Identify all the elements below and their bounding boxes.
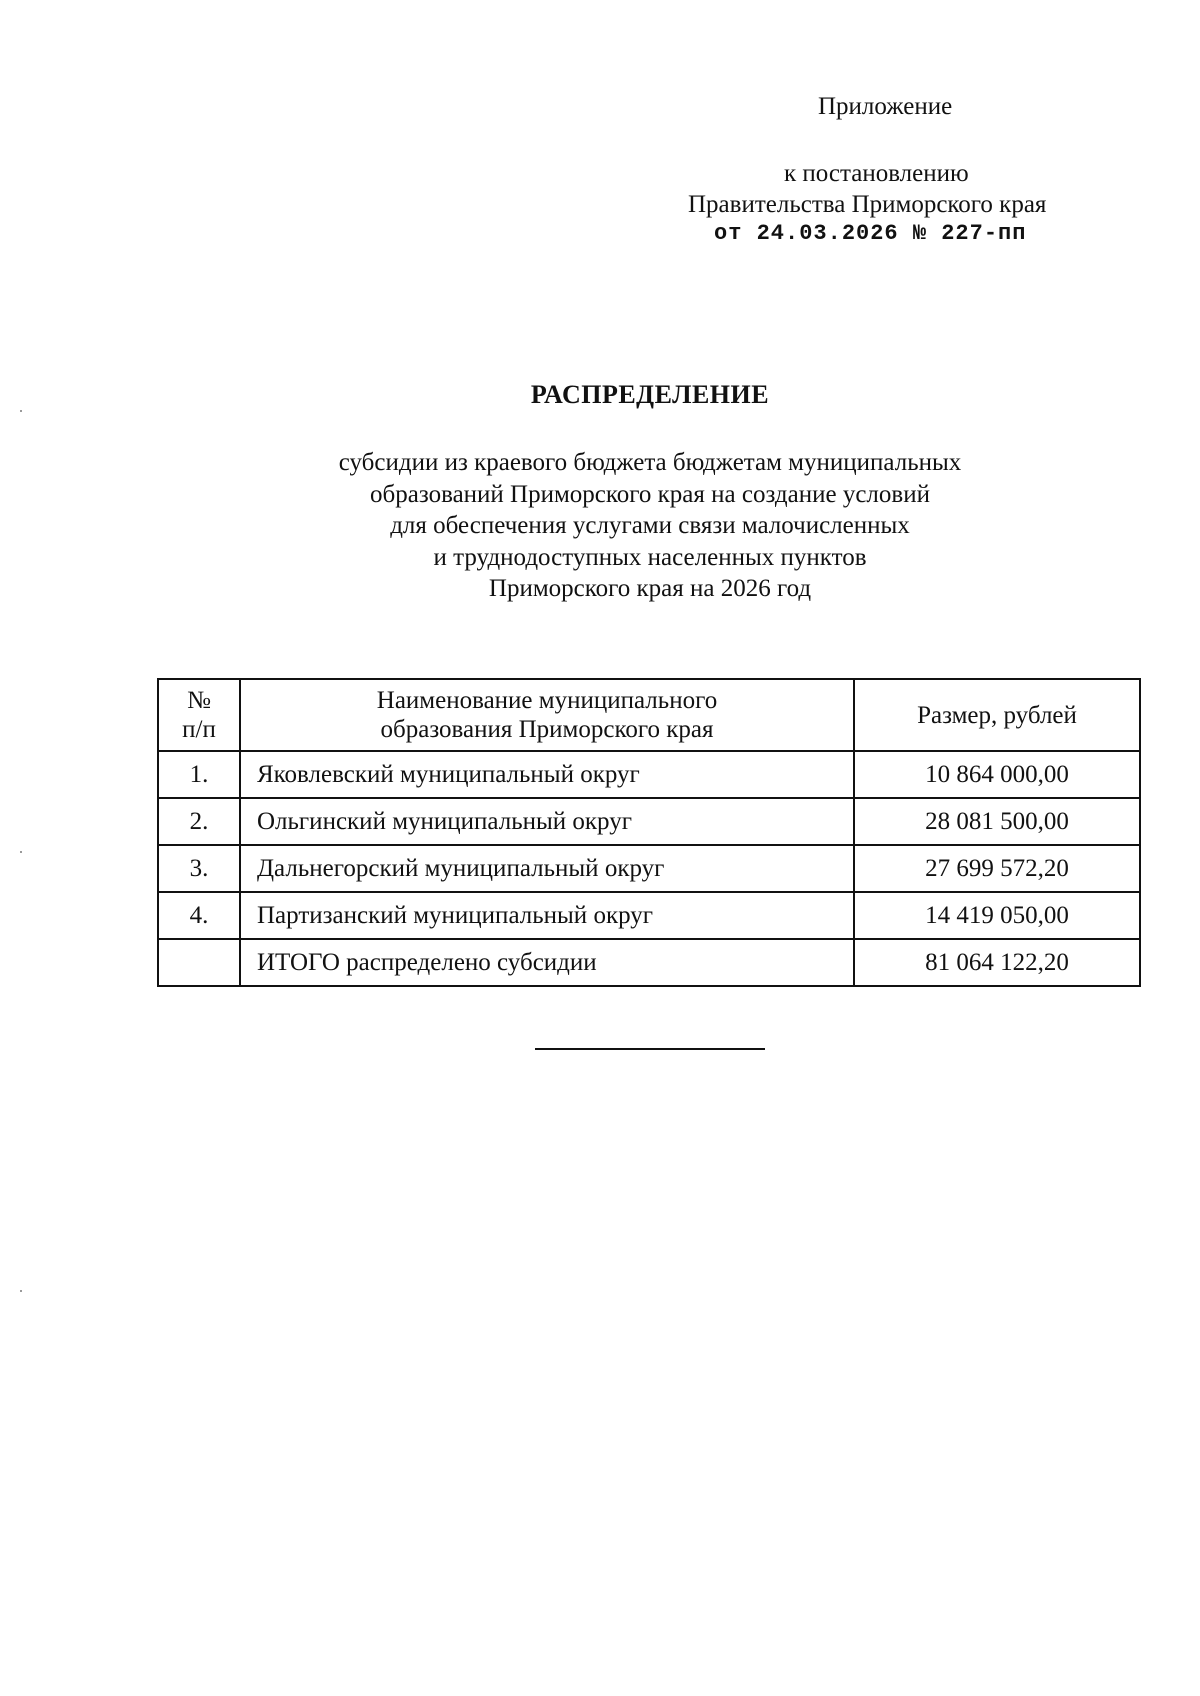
scan-speck	[20, 851, 22, 853]
document-title: РАСПРЕДЕЛЕНИЕ	[530, 380, 770, 409]
subtitle-line: субсидии из краевого бюджета бюджетам муниципальных	[338, 449, 962, 476]
subtitle-line: Приморского края на 2026 год	[488, 575, 812, 602]
table-header-row	[158, 679, 1140, 751]
closing-divider	[535, 1048, 765, 1050]
header-number-abbrev: п/п	[182, 716, 216, 743]
row-municipality: Дальнегорский муниципальный округ	[240, 845, 854, 892]
scan-speck	[20, 410, 22, 412]
subtitle-line: и труднодоступных населенных пунктов	[433, 543, 867, 571]
subtitle-line: для обеспечения услугами связи малочисленных	[390, 512, 910, 539]
row-municipality: Ольгинский муниципальный округ	[240, 798, 854, 845]
decree-line-2: Правительства Приморского края	[688, 191, 1047, 218]
row-amount: 28 081 500,00	[854, 798, 1140, 845]
row-number: 3.	[158, 845, 240, 892]
total-label: ИТОГО распределено субсидии	[240, 939, 854, 986]
row-municipality: Партизанский муниципальный округ	[240, 892, 854, 939]
scan-speck	[20, 1290, 22, 1292]
total-amount: 81 064 122,20	[854, 939, 1140, 986]
row-number: 4.	[158, 892, 240, 939]
row-amount: 10 864 000,00	[854, 751, 1140, 798]
distribution-table	[157, 678, 1141, 987]
row-amount: 14 419 050,00	[854, 892, 1140, 939]
document-subtitle	[0, 447, 1200, 605]
row-number: 2.	[158, 798, 240, 845]
subtitle-line: образований Приморского края на создание условий	[370, 480, 930, 508]
header-municipality-line-1: Наименование муниципального	[376, 687, 718, 714]
table-row	[158, 845, 1140, 892]
total-number	[158, 939, 240, 986]
header-amount: Размер, рублей	[854, 679, 1140, 751]
appendix-label: Приложение	[818, 93, 953, 120]
table-row	[158, 751, 1140, 798]
header-municipality-line-2: образования Приморского края	[380, 716, 714, 743]
table-row	[158, 798, 1140, 845]
decree-line-1: к постановлению	[784, 160, 969, 187]
decree-number: от 24.03.2026 № 227-пп	[714, 221, 1027, 246]
header-municipality	[240, 679, 854, 751]
header-number	[158, 679, 240, 751]
table-total-row	[158, 939, 1140, 986]
row-municipality: Яковлевский муниципальный округ	[240, 751, 854, 798]
table-row	[158, 892, 1140, 939]
header-number-symbol: №	[187, 687, 211, 714]
row-amount: 27 699 572,20	[854, 845, 1140, 892]
decree-reference	[688, 158, 1108, 248]
row-number: 1.	[158, 751, 240, 798]
